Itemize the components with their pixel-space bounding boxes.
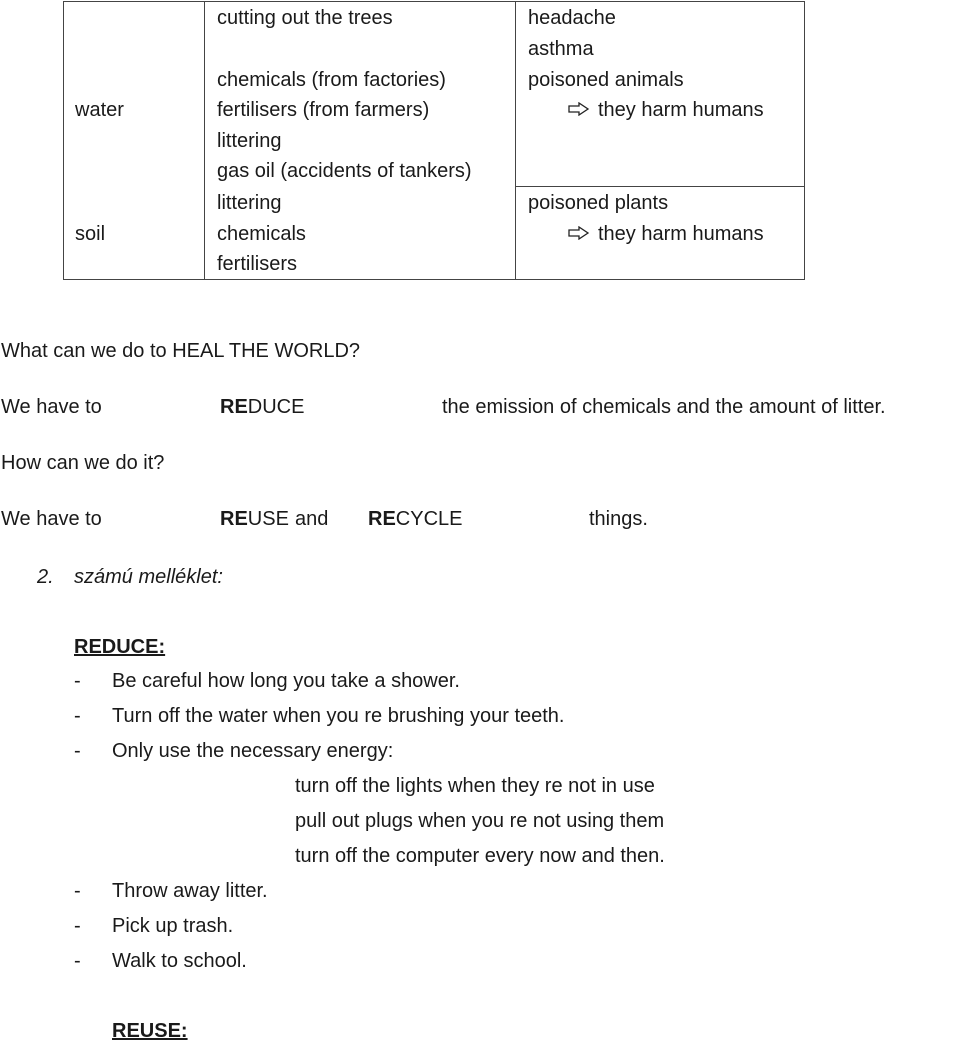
keyword-prefix: RE <box>220 396 248 418</box>
table-cause: chemicals <box>217 223 306 245</box>
table-effect: poisoned plants <box>528 192 669 214</box>
effect-text: they harm humans <box>598 223 764 245</box>
heal-question: What can we do to HEAL THE WORLD? <box>1 340 361 362</box>
table-cause: littering <box>217 192 282 214</box>
table-cause: chemicals (from factories) <box>217 69 446 91</box>
reuse-keyword <box>220 504 289 535</box>
table-cause: cutting out the trees <box>217 7 393 29</box>
table-effect-consequence <box>568 219 764 250</box>
reuse-line-lead: We have to <box>1 508 102 530</box>
and-word: and <box>295 508 329 530</box>
table-border-left <box>63 1 64 280</box>
list-item: Only use the necessary energy: <box>112 740 394 762</box>
table-cause: fertilisers <box>217 253 298 275</box>
appendix-number: 2. <box>37 566 54 588</box>
table-cause: littering <box>217 130 282 152</box>
pollution-table <box>63 1 805 280</box>
keyword-rest: USE <box>247 508 289 530</box>
reuse-line-tail: things. <box>589 508 648 530</box>
list-item: Throw away litter. <box>112 880 268 902</box>
keyword-prefix: RE <box>368 508 396 530</box>
how-question: How can we do it? <box>1 452 165 474</box>
list-dash: - <box>74 705 81 727</box>
reduce-line-tail: the emission of chemicals and the amount of litter. <box>442 396 886 418</box>
list-item: Be careful how long you take a shower. <box>112 670 460 692</box>
list-dash: - <box>74 950 81 972</box>
list-dash: - <box>74 915 81 937</box>
table-cause: fertilisers (from farmers) <box>217 99 430 121</box>
reduce-keyword <box>220 392 304 423</box>
keyword-rest: CYCLE <box>395 508 463 530</box>
list-dash: - <box>74 880 81 902</box>
appendix-title: számú melléklet: <box>74 566 223 588</box>
table-effect: headache <box>528 7 616 29</box>
list-dash: - <box>74 670 81 692</box>
hollow-right-arrow-icon <box>568 95 598 126</box>
reuse-heading: REUSE: <box>112 1020 188 1042</box>
table-col-divider-1 <box>204 1 205 280</box>
table-border-bottom <box>63 279 805 280</box>
energy-item: turn off the lights when they re not in use <box>295 775 655 797</box>
table-cause: gas oil (accidents of tankers) <box>217 160 472 182</box>
keyword-rest: DUCE <box>247 396 305 418</box>
table-effect: poisoned animals <box>528 69 684 91</box>
table-col-divider-2 <box>515 1 516 280</box>
table-medium-water: water <box>75 99 124 121</box>
table-medium-soil: soil <box>75 223 106 245</box>
keyword-prefix: RE <box>220 508 248 530</box>
list-item: Walk to school. <box>112 950 247 972</box>
list-item: Turn off the water when you re brushing your teeth. <box>112 705 565 727</box>
reduce-heading: REDUCE: <box>74 636 166 658</box>
table-effect: asthma <box>528 38 594 60</box>
energy-item: pull out plugs when you re not using them <box>295 810 665 832</box>
energy-item: turn off the computer every now and then. <box>295 845 665 867</box>
table-border-top <box>63 1 805 2</box>
table-border-right <box>804 1 805 280</box>
list-item: Pick up trash. <box>112 915 234 937</box>
table-effect-consequence <box>568 95 764 126</box>
effect-text: they harm humans <box>598 99 764 121</box>
table-row-divider-1 <box>515 186 805 187</box>
hollow-right-arrow-icon <box>568 219 598 250</box>
reduce-line-lead: We have to <box>1 396 102 418</box>
list-dash: - <box>74 740 81 762</box>
recycle-keyword <box>368 504 463 535</box>
